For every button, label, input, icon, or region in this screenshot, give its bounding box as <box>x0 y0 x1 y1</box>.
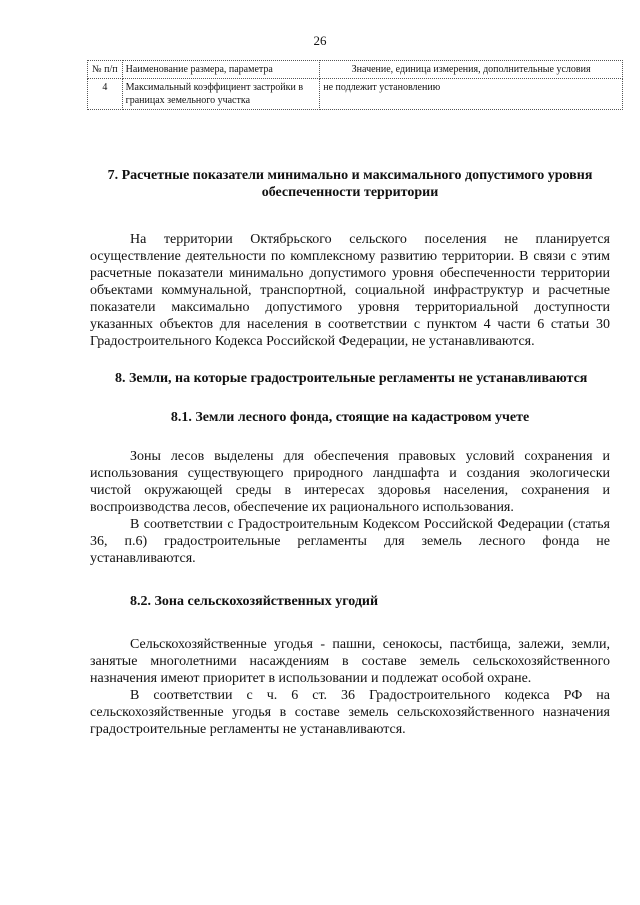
header-number: № п/п <box>88 61 123 79</box>
table-row <box>88 79 623 110</box>
header-value: Значение, единица измерения, дополнительные условия <box>320 61 623 79</box>
page-number: 26 <box>313 33 327 48</box>
section-8-2-heading: 8.2. Зона сельскохозяйственных угодий <box>130 594 379 609</box>
section-7-heading: 7. Расчетные показатели минимально и максимального допустимого уровня обеспеченности территории <box>107 168 593 200</box>
section-8-heading: 8. Земли, на которые градостроительные регламенты не устанавливаются <box>115 371 588 386</box>
parameters-table <box>87 60 623 110</box>
table-header-row <box>88 61 623 79</box>
section-8-1-paragraph-2: В соответствии с Градостроительным Кодексом Российской Федерации (статья 36, п.6) градостроительные регламенты для земель лесного фонда не устанавливаются. <box>90 517 610 566</box>
row-number: 4 <box>88 79 123 110</box>
section-8-1-paragraph-1: Зоны лесов выделены для обеспечения правовых условий сохранения и использования существующего природного ландшафта и создания экологически чистой окружающей среды в интересах здоровья населения, сохранения и воспроизводства лесов, обеспечение их рационального использования. <box>90 449 610 515</box>
row-parameter-name: Максимальный коэффициент застройки в границах земельного участка <box>122 79 320 110</box>
section-8-2-paragraph-1: Сельскохозяйственные угодья - пашни, сенокосы, пастбища, залежи, земли, занятые многолетними насаждениям в составе земель сельскохозяйственного назначения имеют приоритет в использовании и подлежат особой охране. <box>90 637 610 686</box>
document-body <box>90 167 610 738</box>
section-7-paragraph: На территории Октябрьского сельского поселения не планируется осуществление деятельности по комплексному развитию территории. В связи с этим расчетные показатели минимально допустимого уровня обеспеченности территории объектами коммунальной, транспортной, социальной инфраструктур и расчетные показатели максимально допустимого уровня территориальной доступности указанных объектов для населения в соответствии с пунктом 4 части 6 статьи 30 Градостроительного Кодекса Российской Федерации, не устанавливаются. <box>90 232 610 349</box>
row-value: не подлежит установлению <box>320 79 623 110</box>
section-8-2-paragraph-2: В соответствии с ч. 6 ст. 36 Градостроительного кодекса РФ на сельскохозяйственные угодья в составе земель сельскохозяйственного назначения градостроительные регламенты не устанавливаются. <box>90 688 610 737</box>
section-8-1-heading: 8.1. Земли лесного фонда, стоящие на кадастровом учете <box>170 410 530 425</box>
header-parameter-name: Наименование размера, параметра <box>122 61 320 79</box>
